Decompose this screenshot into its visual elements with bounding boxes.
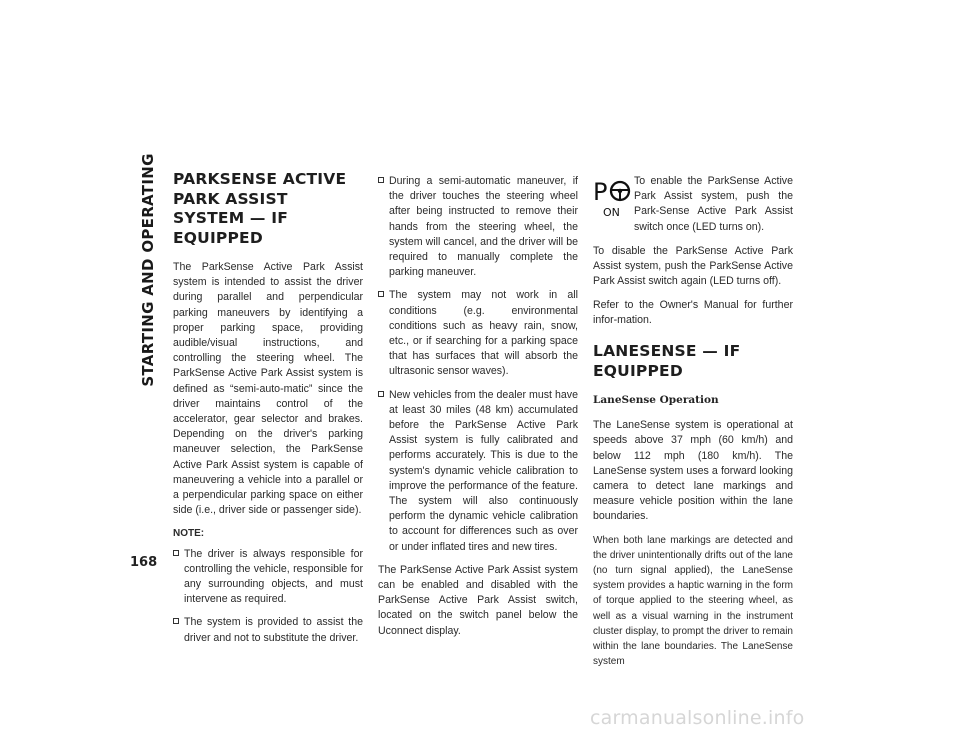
page-number: 168 <box>130 555 158 570</box>
chapter-side-tab <box>138 153 158 387</box>
left-column <box>173 170 363 654</box>
list-item: During a semi-automatic maneuver, if the driver touches the steering wheel after being instructed to remove their hands from the steering wheel, the system will cancel, and the driver will be required to manually complete the parking maneuver. <box>378 174 578 280</box>
list-item: New vehicles from the dealer must have at least 30 miles (48 km) accumulated before the ParkSense Active Park Assist system is fully calibrated and performs accurately. This is due to the system's dynamic vehicle calibration to improve the performance of the feature. The system will also continuously perform the dynamic vehicle calibration to account for differences such as over or under inflated tires and new tires. <box>378 388 578 555</box>
enable-instruction: To enable the ParkSense Active Park Assist system, push the Park-Sense Active Park Assist switch once (LED turns on). <box>634 175 793 233</box>
svg-text:P: P <box>593 178 608 206</box>
parksense-switch-icon <box>593 176 633 220</box>
note-list <box>173 547 363 646</box>
chapter-title: STARTING AND OPERATING <box>139 153 157 387</box>
note-label: NOTE: <box>173 528 205 540</box>
svg-text:ON: ON <box>603 206 620 219</box>
watermark: carmanualsonline.info <box>590 707 805 729</box>
note-list-continued <box>378 174 578 555</box>
switch-instruction <box>593 174 793 236</box>
list-item: The driver is always responsible for controlling the vehicle, responsible for any surrounding objects, and must intervene as required. <box>173 547 363 608</box>
checkbox-bullet-icon <box>378 177 384 183</box>
switch-location-text: The ParkSense Active Park Assist system can be enabled and disabled with the ParkSense Active Park Assist switch, located on the switch panel below the Uconnect display. <box>378 563 578 637</box>
checkbox-bullet-icon <box>173 618 179 624</box>
parksense-intro: The ParkSense Active Park Assist system is intended to assist the driver during parallel and perpendicular parking maneuvers by identifying a proper parking space, providing audible/visual instructions, and controlling the steering wheel. The ParkSense Active Park Assist system is defined as “semi-auto-matic” since the driver maintains control of the accelerator, gear selector and brakes. Depending on the driver's parking maneuver selection, the ParkSense Active Park Assist system is capable of maneuvering a vehicle into a parallel or a perpendicular parking space on either side (i.e., driver side or passenger side). <box>173 261 363 517</box>
disable-instruction: To disable the ParkSense Active Park Assist system, push the ParkSense Active Park Assist switch again (LED turns off). <box>593 245 793 288</box>
parksense-section-title: PARKSENSE ACTIVE PARK ASSIST SYSTEM — IF EQUIPPED <box>173 170 347 247</box>
refer-manual-text: Refer to the Owner's Manual for further infor-mation. <box>593 298 793 326</box>
lanesense-section-title: LANESENSE — IF EQUIPPED <box>593 342 741 380</box>
lanesense-operation-text: The LaneSense system is operational at speeds above 37 mph (60 km/h) and below 112 mph (180 km/h). The LaneSense system uses a forward looking camera to detect lane markings and measure vehicle position within the lane boundaries. <box>593 419 793 523</box>
lanesense-warning-text: When both lane markings are detected and the driver unintentionally drifts out of the lane (no turn signal applied), the LaneSense system provides a haptic warning in the form of torque applied to the steering wheel, as well as a visual warning in the instrument cluster display, to prompt the driver to remain within the lane boundaries. The LaneSense system <box>593 534 793 668</box>
middle-column <box>378 174 578 647</box>
checkbox-bullet-icon <box>173 550 179 556</box>
lanesense-subhead: LaneSense Operation <box>593 394 719 407</box>
checkbox-bullet-icon <box>378 291 384 297</box>
list-item: The system is provided to assist the driver and not to substitute the driver. <box>173 615 363 645</box>
checkbox-bullet-icon <box>378 391 384 397</box>
list-item: The system may not work in all conditions (e.g. environmental conditions such as heavy rain, snow, etc., or if searching for a parking space that has surfaces that will absorb the ultrasonic sensor waves). <box>378 288 578 379</box>
right-column <box>593 174 793 677</box>
